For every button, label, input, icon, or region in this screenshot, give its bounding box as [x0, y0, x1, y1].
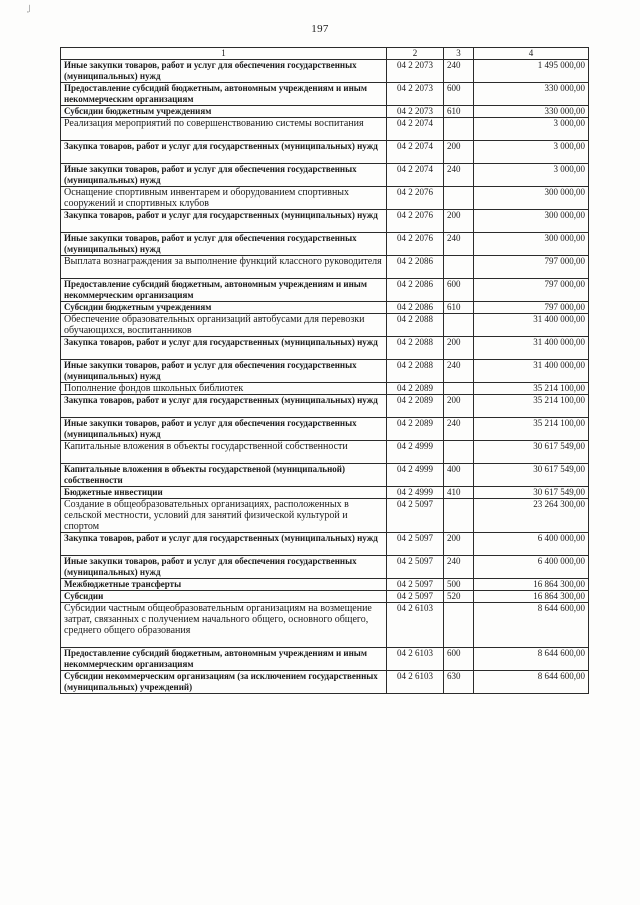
row-code-cell: 04 2 5097 [387, 499, 444, 533]
table-body [61, 60, 589, 694]
row-name-cell: Субсидии частным общеобразовательным организациям на возмещение затрат, связанных с получением начального общего, основного общего, среднего общего образования [61, 603, 387, 648]
row-code-cell: 04 2 5097 [387, 556, 444, 579]
row-type-cell: 520 [444, 591, 474, 603]
row-type-cell [444, 118, 474, 141]
row-name-cell: Закупка товаров, работ и услуг для государственных (муниципальных) нужд [61, 337, 387, 360]
header-col-3: 3 [444, 48, 474, 60]
row-code-cell: 04 2 5097 [387, 579, 444, 591]
row-amount-cell: 16 864 300,00 [474, 591, 589, 603]
row-name-cell: Выплата вознаграждения за выполнение функций классного руководителя [61, 256, 387, 279]
row-code-cell: 04 2 2088 [387, 314, 444, 337]
row-amount-cell: 300 000,00 [474, 233, 589, 256]
row-code-cell: 04 2 2089 [387, 418, 444, 441]
table-row [61, 418, 589, 441]
row-type-cell [444, 256, 474, 279]
table-row [61, 302, 589, 314]
header-col-4: 4 [474, 48, 589, 60]
table-row [61, 279, 589, 302]
row-amount-cell: 330 000,00 [474, 106, 589, 118]
table-row [61, 383, 589, 395]
row-amount-cell: 330 000,00 [474, 83, 589, 106]
row-code-cell: 04 2 6103 [387, 648, 444, 671]
row-type-cell: 610 [444, 106, 474, 118]
row-amount-cell: 1 495 000,00 [474, 60, 589, 83]
row-name-cell: Иные закупки товаров, работ и услуг для обеспечения государственных (муниципальных) нужд [61, 418, 387, 441]
row-type-cell: 240 [444, 233, 474, 256]
row-code-cell: 04 2 6103 [387, 603, 444, 648]
table-row [61, 360, 589, 383]
row-amount-cell: 31 400 000,00 [474, 337, 589, 360]
row-type-cell: 240 [444, 556, 474, 579]
row-code-cell: 04 2 2073 [387, 60, 444, 83]
row-name-cell: Межбюджетные трансферты [61, 579, 387, 591]
row-code-cell: 04 2 2076 [387, 210, 444, 233]
table-row [61, 499, 589, 533]
row-name-cell: Предоставление субсидий бюджетным, автономным учреждениям и иным некоммерческим организациям [61, 83, 387, 106]
row-name-cell: Закупка товаров, работ и услуг для государственных (муниципальных) нужд [61, 210, 387, 233]
row-amount-cell: 8 644 600,00 [474, 603, 589, 648]
row-code-cell: 04 2 4999 [387, 464, 444, 487]
table-row [61, 233, 589, 256]
table-row [61, 556, 589, 579]
row-amount-cell: 300 000,00 [474, 187, 589, 210]
row-type-cell: 200 [444, 395, 474, 418]
row-type-cell: 400 [444, 464, 474, 487]
row-amount-cell: 3 000,00 [474, 141, 589, 164]
row-code-cell: 04 2 2086 [387, 256, 444, 279]
row-code-cell: 04 2 2086 [387, 302, 444, 314]
row-code-cell: 04 2 2076 [387, 187, 444, 210]
row-name-cell: Предоставление субсидий бюджетным, автономным учреждениям и иным некоммерческим организациям [61, 279, 387, 302]
row-type-cell: 200 [444, 210, 474, 233]
row-name-cell: Оснащение спортивным инвентарем и оборудованием спортивных сооружений и спортивных клубов [61, 187, 387, 210]
table-header [61, 48, 589, 60]
row-amount-cell: 30 617 549,00 [474, 441, 589, 464]
row-code-cell: 04 2 2074 [387, 164, 444, 187]
table-row [61, 164, 589, 187]
row-name-cell: Субсидии бюджетным учреждениям [61, 106, 387, 118]
table-row [61, 464, 589, 487]
row-amount-cell: 6 400 000,00 [474, 556, 589, 579]
row-type-cell: 200 [444, 337, 474, 360]
row-name-cell: Субсидии некоммерческим организациям (за исключением государственных (муниципальных) учреждений) [61, 671, 387, 694]
row-type-cell: 600 [444, 83, 474, 106]
row-name-cell: Субсидии [61, 591, 387, 603]
row-amount-cell: 16 864 300,00 [474, 579, 589, 591]
table-row [61, 314, 589, 337]
row-name-cell: Реализация мероприятий по совершенствованию системы воспитания [61, 118, 387, 141]
row-amount-cell: 797 000,00 [474, 302, 589, 314]
table-row [61, 441, 589, 464]
header-col-2: 2 [387, 48, 444, 60]
row-name-cell: Капитальные вложения в объекты государственой (муниципальной) собственности [61, 464, 387, 487]
row-name-cell: Иные закупки товаров, работ и услуг для обеспечения государственных (муниципальных) нужд [61, 60, 387, 83]
row-type-cell: 600 [444, 648, 474, 671]
row-amount-cell: 23 264 300,00 [474, 499, 589, 533]
row-type-cell: 200 [444, 533, 474, 556]
row-code-cell: 04 2 2076 [387, 233, 444, 256]
corner-mark: ./ [24, 3, 33, 16]
row-code-cell: 04 2 2074 [387, 141, 444, 164]
header-col-1: 1 [61, 48, 387, 60]
table-row [61, 648, 589, 671]
row-code-cell: 04 2 2073 [387, 106, 444, 118]
row-code-cell: 04 2 5097 [387, 591, 444, 603]
table-row [61, 60, 589, 83]
budget-table [60, 47, 589, 694]
row-type-cell: 630 [444, 671, 474, 694]
table-row [61, 256, 589, 279]
row-type-cell: 600 [444, 279, 474, 302]
table-row [61, 83, 589, 106]
row-name-cell: Иные закупки товаров, работ и услуг для обеспечения государственных (муниципальных) нужд [61, 360, 387, 383]
table-row [61, 118, 589, 141]
row-amount-cell: 30 617 549,00 [474, 487, 589, 499]
table-row [61, 487, 589, 499]
row-name-cell: Создание в общеобразовательных организациях, расположенных в сельской местности, условий для занятий физической культурой и спортом [61, 499, 387, 533]
row-name-cell: Закупка товаров, работ и услуг для государственных (муниципальных) нужд [61, 533, 387, 556]
row-amount-cell: 35 214 100,00 [474, 418, 589, 441]
row-amount-cell: 35 214 100,00 [474, 383, 589, 395]
row-code-cell: 04 2 4999 [387, 441, 444, 464]
row-name-cell: Закупка товаров, работ и услуг для государственных (муниципальных) нужд [61, 395, 387, 418]
row-amount-cell: 31 400 000,00 [474, 314, 589, 337]
row-type-cell: 500 [444, 579, 474, 591]
row-name-cell: Субсидии бюджетным учреждениям [61, 302, 387, 314]
page-number: 197 [311, 23, 329, 35]
row-type-cell: 240 [444, 360, 474, 383]
row-type-cell [444, 383, 474, 395]
row-amount-cell: 3 000,00 [474, 164, 589, 187]
row-name-cell: Пополнение фондов школьных библиотек [61, 383, 387, 395]
row-code-cell: 04 2 5097 [387, 533, 444, 556]
row-code-cell: 04 2 2073 [387, 83, 444, 106]
row-amount-cell: 35 214 100,00 [474, 395, 589, 418]
row-type-cell: 240 [444, 418, 474, 441]
row-type-cell [444, 499, 474, 533]
row-name-cell: Иные закупки товаров, работ и услуг для обеспечения государственных (муниципальных) нужд [61, 233, 387, 256]
row-type-cell: 410 [444, 487, 474, 499]
row-amount-cell: 30 617 549,00 [474, 464, 589, 487]
row-name-cell: Закупка товаров, работ и услуг для государственных (муниципальных) нужд [61, 141, 387, 164]
table-row [61, 395, 589, 418]
row-type-cell [444, 187, 474, 210]
row-code-cell: 04 2 2086 [387, 279, 444, 302]
table-row [61, 187, 589, 210]
row-name-cell: Иные закупки товаров, работ и услуг для обеспечения государственных (муниципальных) нужд [61, 556, 387, 579]
table-row [61, 141, 589, 164]
row-code-cell: 04 2 4999 [387, 487, 444, 499]
row-type-cell: 610 [444, 302, 474, 314]
row-amount-cell: 31 400 000,00 [474, 360, 589, 383]
table-row [61, 210, 589, 233]
row-type-cell: 240 [444, 164, 474, 187]
row-amount-cell: 6 400 000,00 [474, 533, 589, 556]
row-amount-cell: 8 644 600,00 [474, 648, 589, 671]
table-row [61, 337, 589, 360]
table-row [61, 671, 589, 694]
row-name-cell: Иные закупки товаров, работ и услуг для обеспечения государственных (муниципальных) нужд [61, 164, 387, 187]
row-type-cell [444, 603, 474, 648]
table-row [61, 533, 589, 556]
row-code-cell: 04 2 2074 [387, 118, 444, 141]
row-type-cell [444, 441, 474, 464]
row-amount-cell: 300 000,00 [474, 210, 589, 233]
table-row [61, 579, 589, 591]
row-code-cell: 04 2 2088 [387, 337, 444, 360]
row-amount-cell: 797 000,00 [474, 279, 589, 302]
row-code-cell: 04 2 2088 [387, 360, 444, 383]
table-row [61, 603, 589, 648]
row-code-cell: 04 2 6103 [387, 671, 444, 694]
row-name-cell: Бюджетные инвестиции [61, 487, 387, 499]
row-name-cell: Обеспечение образовательных организаций автобусами для перевозки обучающихся, воспитанников [61, 314, 387, 337]
row-amount-cell: 8 644 600,00 [474, 671, 589, 694]
table-row [61, 591, 589, 603]
row-amount-cell: 797 000,00 [474, 256, 589, 279]
row-code-cell: 04 2 2089 [387, 383, 444, 395]
row-type-cell: 240 [444, 60, 474, 83]
row-type-cell: 200 [444, 141, 474, 164]
row-amount-cell: 3 000,00 [474, 118, 589, 141]
row-code-cell: 04 2 2089 [387, 395, 444, 418]
row-type-cell [444, 314, 474, 337]
row-name-cell: Капитальные вложения в объекты государственной собственности [61, 441, 387, 464]
table-row [61, 106, 589, 118]
row-name-cell: Предоставление субсидий бюджетным, автономным учреждениям и иным некоммерческим организациям [61, 648, 387, 671]
